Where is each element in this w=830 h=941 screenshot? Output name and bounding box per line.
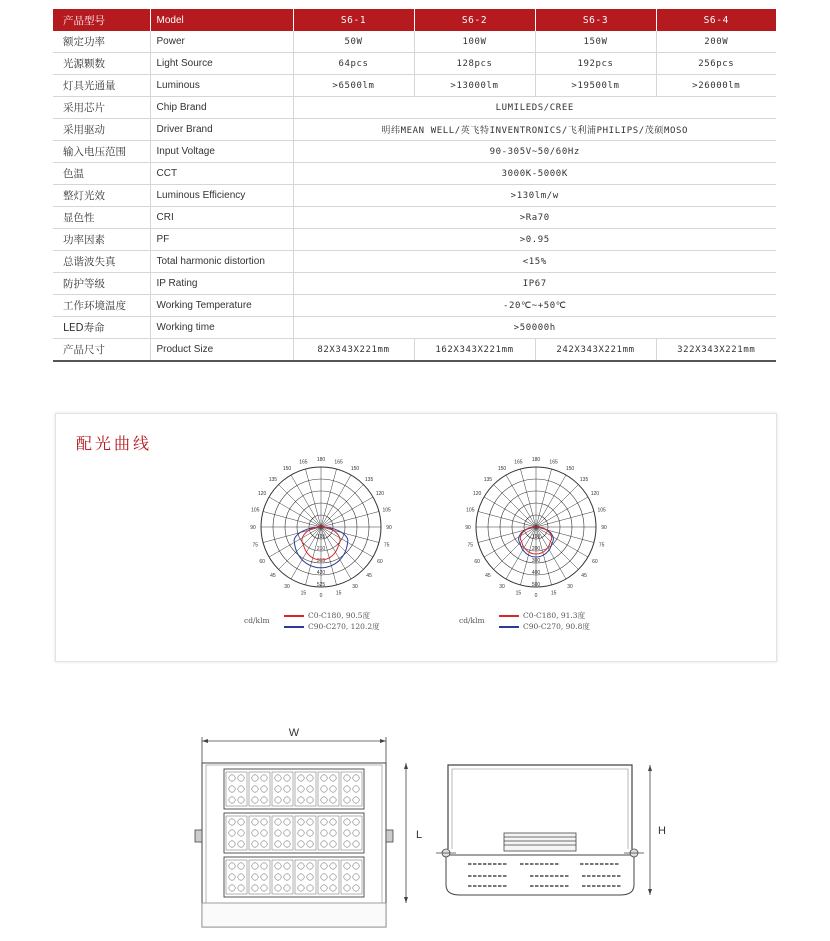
model-name: S6-2 [414,9,535,31]
side-led [550,875,554,877]
side-led [473,875,477,877]
angle-label: 45 [485,573,491,580]
spec-label-zh: 采用驱动 [53,119,150,141]
spec-label-zh: 色温 [53,163,150,185]
angle-label: 135 [364,476,374,483]
angle-label: 15 [550,590,557,597]
angle-label: 75 [467,542,474,549]
spec-value: <15% [293,251,776,273]
side-led [535,885,539,887]
angle-label: 105 [251,507,260,514]
spec-value: >130lm/w [293,185,776,207]
angle-label: 15 [515,590,522,597]
ring-label: 105 [316,534,326,540]
ring-label: 100 [531,534,541,540]
spec-label-zh: 产品尺寸 [53,339,150,362]
side-led [565,875,569,877]
spec-label-zh: 灯具光通量 [53,75,150,97]
spec-value: IP67 [293,273,776,295]
side-led [615,863,619,865]
legend-item-c90 [284,621,380,632]
ring-label: 525 [316,582,326,588]
spec-value: >Ra70 [293,207,776,229]
angle-label: 75 [252,542,259,549]
header-label-en: Model [150,9,293,31]
spec-value: 82X343X221mm [293,339,414,362]
side-led [483,885,487,887]
spec-value: 50W [293,31,414,53]
polar-spoke [536,527,578,569]
side-led [468,885,472,887]
spec-value: 90-305V~50/60Hz [293,141,776,163]
angle-label: 75 [383,542,390,549]
side-led [473,863,477,865]
legend-item-c90 [499,621,590,632]
polar-spoke [478,511,536,527]
side-led [602,875,606,877]
side-led [617,885,621,887]
angle-label: 150 [282,466,292,473]
legend-label: C90-C270, 120.2度 [308,622,380,631]
side-led [565,885,569,887]
spec-label-en: CRI [150,207,293,229]
side-led [520,863,524,865]
side-led [550,863,554,865]
angle-label: 15 [335,590,342,597]
spec-label-zh: 防护等级 [53,273,150,295]
spec-value: >6500lm [293,75,414,97]
spec-value: 100W [414,31,535,53]
led-module [224,857,364,897]
spec-row [53,75,776,97]
side-led [498,875,502,877]
side-led [493,885,497,887]
polar-spoke [494,485,536,527]
side-led [595,863,599,865]
polar-spoke [269,497,321,527]
spec-value: 162X343X221mm [414,339,535,362]
spec-label-en: PF [150,229,293,251]
polar-spoke [484,497,536,527]
polar-spoke [321,527,379,543]
angle-label: 45 [270,573,276,580]
legend-swatch-blue [499,626,519,628]
height-label: H [658,825,666,837]
legend-swatch-red [284,615,304,617]
side-led [488,863,492,865]
angle-label: 45 [581,573,587,580]
spec-value: 322X343X221mm [656,339,776,362]
side-led [607,885,611,887]
polar-spoke [321,469,337,527]
polar-spoke [321,527,351,579]
side-led [498,885,502,887]
side-led [530,863,534,865]
side-led [488,875,492,877]
polar-diagram-1 [236,444,406,624]
side-led [540,863,544,865]
ring-label: 300 [531,558,541,564]
width-label: W [288,727,300,739]
angle-label: 165 [334,459,343,466]
angle-label: 45 [366,573,372,580]
spec-row [53,141,776,163]
side-led [602,885,606,887]
spec-label-en: Luminous [150,75,293,97]
spec-value: 明纬MEAN WELL/英飞特INVENTRONICS/飞利浦PHILIPS/茂硕MOSO [293,119,776,141]
polar-spoke [291,475,321,527]
ring-label: 210 [316,546,326,552]
polar-spoke [263,527,321,543]
angle-label: 105 [466,507,475,514]
legend-label: C0-C180, 90.5度 [308,611,371,620]
side-led-row [468,863,621,887]
spec-label-zh: 工作环境温度 [53,295,150,317]
spec-row [53,295,776,317]
spec-value: 3000K-5000K [293,163,776,185]
angle-label: 30 [284,583,290,590]
spec-row [53,317,776,339]
polar-spoke [494,527,536,569]
spec-value: 128pcs [414,53,535,75]
side-led [600,863,604,865]
spec-value: >50000h [293,317,776,339]
side-led [503,885,507,887]
angle-label: 150 [565,466,575,473]
side-led [483,863,487,865]
polar-spoke [321,527,373,557]
spec-label-zh: 输入电压范围 [53,141,150,163]
spec-row [53,229,776,251]
ring-label: 400 [531,570,541,576]
side-led [617,875,621,877]
spec-label-zh: 功率因素 [53,229,150,251]
header-label-zh: 产品型号 [53,9,150,31]
side-led [493,863,497,865]
side-led [473,885,477,887]
polar-spoke [305,469,321,527]
side-led [493,875,497,877]
led-module-group [224,769,364,897]
spec-label-en: Light Source [150,53,293,75]
side-led [582,885,586,887]
spec-label-zh: 整灯光效 [53,185,150,207]
spec-label-zh: 采用芯片 [53,97,150,119]
dimension-drawings [190,725,670,935]
side-led [555,863,559,865]
angle-label: 120 [375,491,385,497]
legend-unit: cd/klm [459,616,485,625]
spec-label-en: Total harmonic distortion [150,251,293,273]
side-led [503,875,507,877]
side-led [540,885,544,887]
side-led [483,875,487,877]
side-led [550,885,554,887]
side-led [612,885,616,887]
ring-label: 500 [531,582,541,588]
spec-value: >0.95 [293,229,776,251]
spec-value: 256pcs [656,53,776,75]
spec-row [53,31,776,53]
side-led [555,875,559,877]
side-led [503,863,507,865]
side-led [498,863,502,865]
side-led [468,863,472,865]
side-led [590,863,594,865]
angle-label: 15 [300,590,307,597]
spec-header-row [53,9,776,31]
spec-value: 192pcs [535,53,656,75]
side-led [605,863,609,865]
spec-label-en: Driver Brand [150,119,293,141]
side-led [478,875,482,877]
angle-label: 180 [316,457,326,463]
angle-label: 180 [531,457,541,463]
led-module [224,813,364,853]
spec-label-en: Working time [150,317,293,339]
polar-spoke [269,527,321,557]
polar-spoke [321,475,351,527]
side-led [587,875,591,877]
side-led [597,885,601,887]
side-led [587,885,591,887]
side-led [530,885,534,887]
angle-label: 30 [499,583,505,590]
angle-label: 105 [597,507,606,514]
spec-row [53,251,776,273]
angle-label: 90 [601,525,607,531]
spec-table [53,9,776,362]
side-led [468,875,472,877]
side-led [488,885,492,887]
side-led [535,863,539,865]
spec-label-en: Power [150,31,293,53]
side-led [478,885,482,887]
spec-label-en: Luminous Efficiency [150,185,293,207]
angle-label: 120 [257,491,267,497]
angle-label: 135 [268,476,278,483]
angle-label: 165 [549,459,558,466]
polar-spoke [321,497,373,527]
model-name: S6-1 [293,9,414,31]
angle-label: 120 [590,491,600,497]
legend-unit: cd/klm [244,616,270,625]
angle-label: 60 [474,559,480,565]
spec-label-zh: 总谐波失真 [53,251,150,273]
spec-value: -20℃~+50℃ [293,295,776,317]
angle-label: 165 [299,459,308,466]
side-led [607,875,611,877]
spec-row [53,339,776,362]
side-led [610,863,614,865]
legend-item-c0 [499,610,585,621]
side-led [585,863,589,865]
spec-table-body [53,9,776,361]
led-module [224,769,364,809]
polar-spoke [321,485,363,527]
spec-row [53,163,776,185]
ring-label: 200 [531,546,541,552]
length-label: L [416,829,423,841]
polar-spoke [536,475,566,527]
side-led [535,875,539,877]
spec-value: 242X343X221mm [535,339,656,362]
angle-label: 0 [534,593,538,599]
legend-item-c0 [284,610,370,621]
spec-row [53,97,776,119]
polar-spoke [484,527,536,557]
legend-swatch-blue [284,626,304,628]
polar-spoke [321,511,379,527]
side-led [612,875,616,877]
spec-row [53,119,776,141]
light-distribution-title: 配光曲线 [76,434,153,453]
side-led [560,885,564,887]
side-led [545,885,549,887]
spec-label-zh: LED寿命 [53,317,150,339]
side-led [560,875,564,877]
angle-label: 150 [497,466,507,473]
side-led [582,875,586,877]
polar-diagram-2 [451,444,621,624]
spec-row [53,185,776,207]
spec-label-zh: 额定功率 [53,31,150,53]
legend-label: C90-C270, 90.8度 [523,622,590,631]
legend-label: C0-C180, 91.3度 [523,611,586,620]
angle-label: 90 [250,525,256,531]
side-led [530,875,534,877]
legend-swatch-red [499,615,519,617]
side-led [545,863,549,865]
polar-spoke [536,469,552,527]
spec-value: 200W [656,31,776,53]
spec-label-en: CCT [150,163,293,185]
spec-value: >13000lm [414,75,535,97]
polar-spoke [263,511,321,527]
spec-value: 64pcs [293,53,414,75]
angle-label: 75 [598,542,605,549]
angle-label: 150 [350,466,360,473]
angle-label: 90 [465,525,471,531]
angle-label: 105 [382,507,391,514]
polar-spoke [536,511,594,527]
front-view-drawing [195,737,408,927]
spec-value: LUMILEDS/CREE [293,97,776,119]
side-led [478,863,482,865]
side-led [592,885,596,887]
side-led [540,875,544,877]
spec-row [53,207,776,229]
side-view-drawing [436,765,652,895]
polar-spoke [279,485,321,527]
angle-label: 90 [386,525,392,531]
polar-spoke [536,497,588,527]
polar-spoke [536,527,588,557]
angle-label: 60 [592,559,598,565]
angle-label: 60 [259,559,265,565]
spec-label-zh: 光源颗数 [53,53,150,75]
spec-label-en: Working Temperature [150,295,293,317]
side-led [580,863,584,865]
side-led [597,875,601,877]
model-name: S6-4 [656,9,776,31]
side-led [525,863,529,865]
spec-label-en: Chip Brand [150,97,293,119]
ring-label: 315 [316,558,326,564]
polar-spoke [536,485,578,527]
polar-spoke [506,475,536,527]
spec-label-zh: 显色性 [53,207,150,229]
side-led [545,875,549,877]
spec-row [53,53,776,75]
light-distribution-panel [55,413,777,662]
angle-label: 30 [352,583,358,590]
spec-label-en: IP Rating [150,273,293,295]
angle-label: 30 [567,583,573,590]
angle-label: 165 [514,459,523,466]
spec-row [53,273,776,295]
angle-label: 135 [483,476,493,483]
angle-label: 135 [579,476,589,483]
angle-label: 120 [472,491,482,497]
spec-value: >26000lm [656,75,776,97]
spec-value: >19500lm [535,75,656,97]
spec-label-en: Input Voltage [150,141,293,163]
ring-label: 420 [316,570,326,576]
spec-label-en: Product Size [150,339,293,362]
angle-label: 0 [319,593,323,599]
side-led [592,875,596,877]
angle-label: 60 [377,559,383,565]
polar-spoke [520,469,536,527]
spec-value: 150W [535,31,656,53]
side-led [555,885,559,887]
model-name: S6-3 [535,9,656,31]
